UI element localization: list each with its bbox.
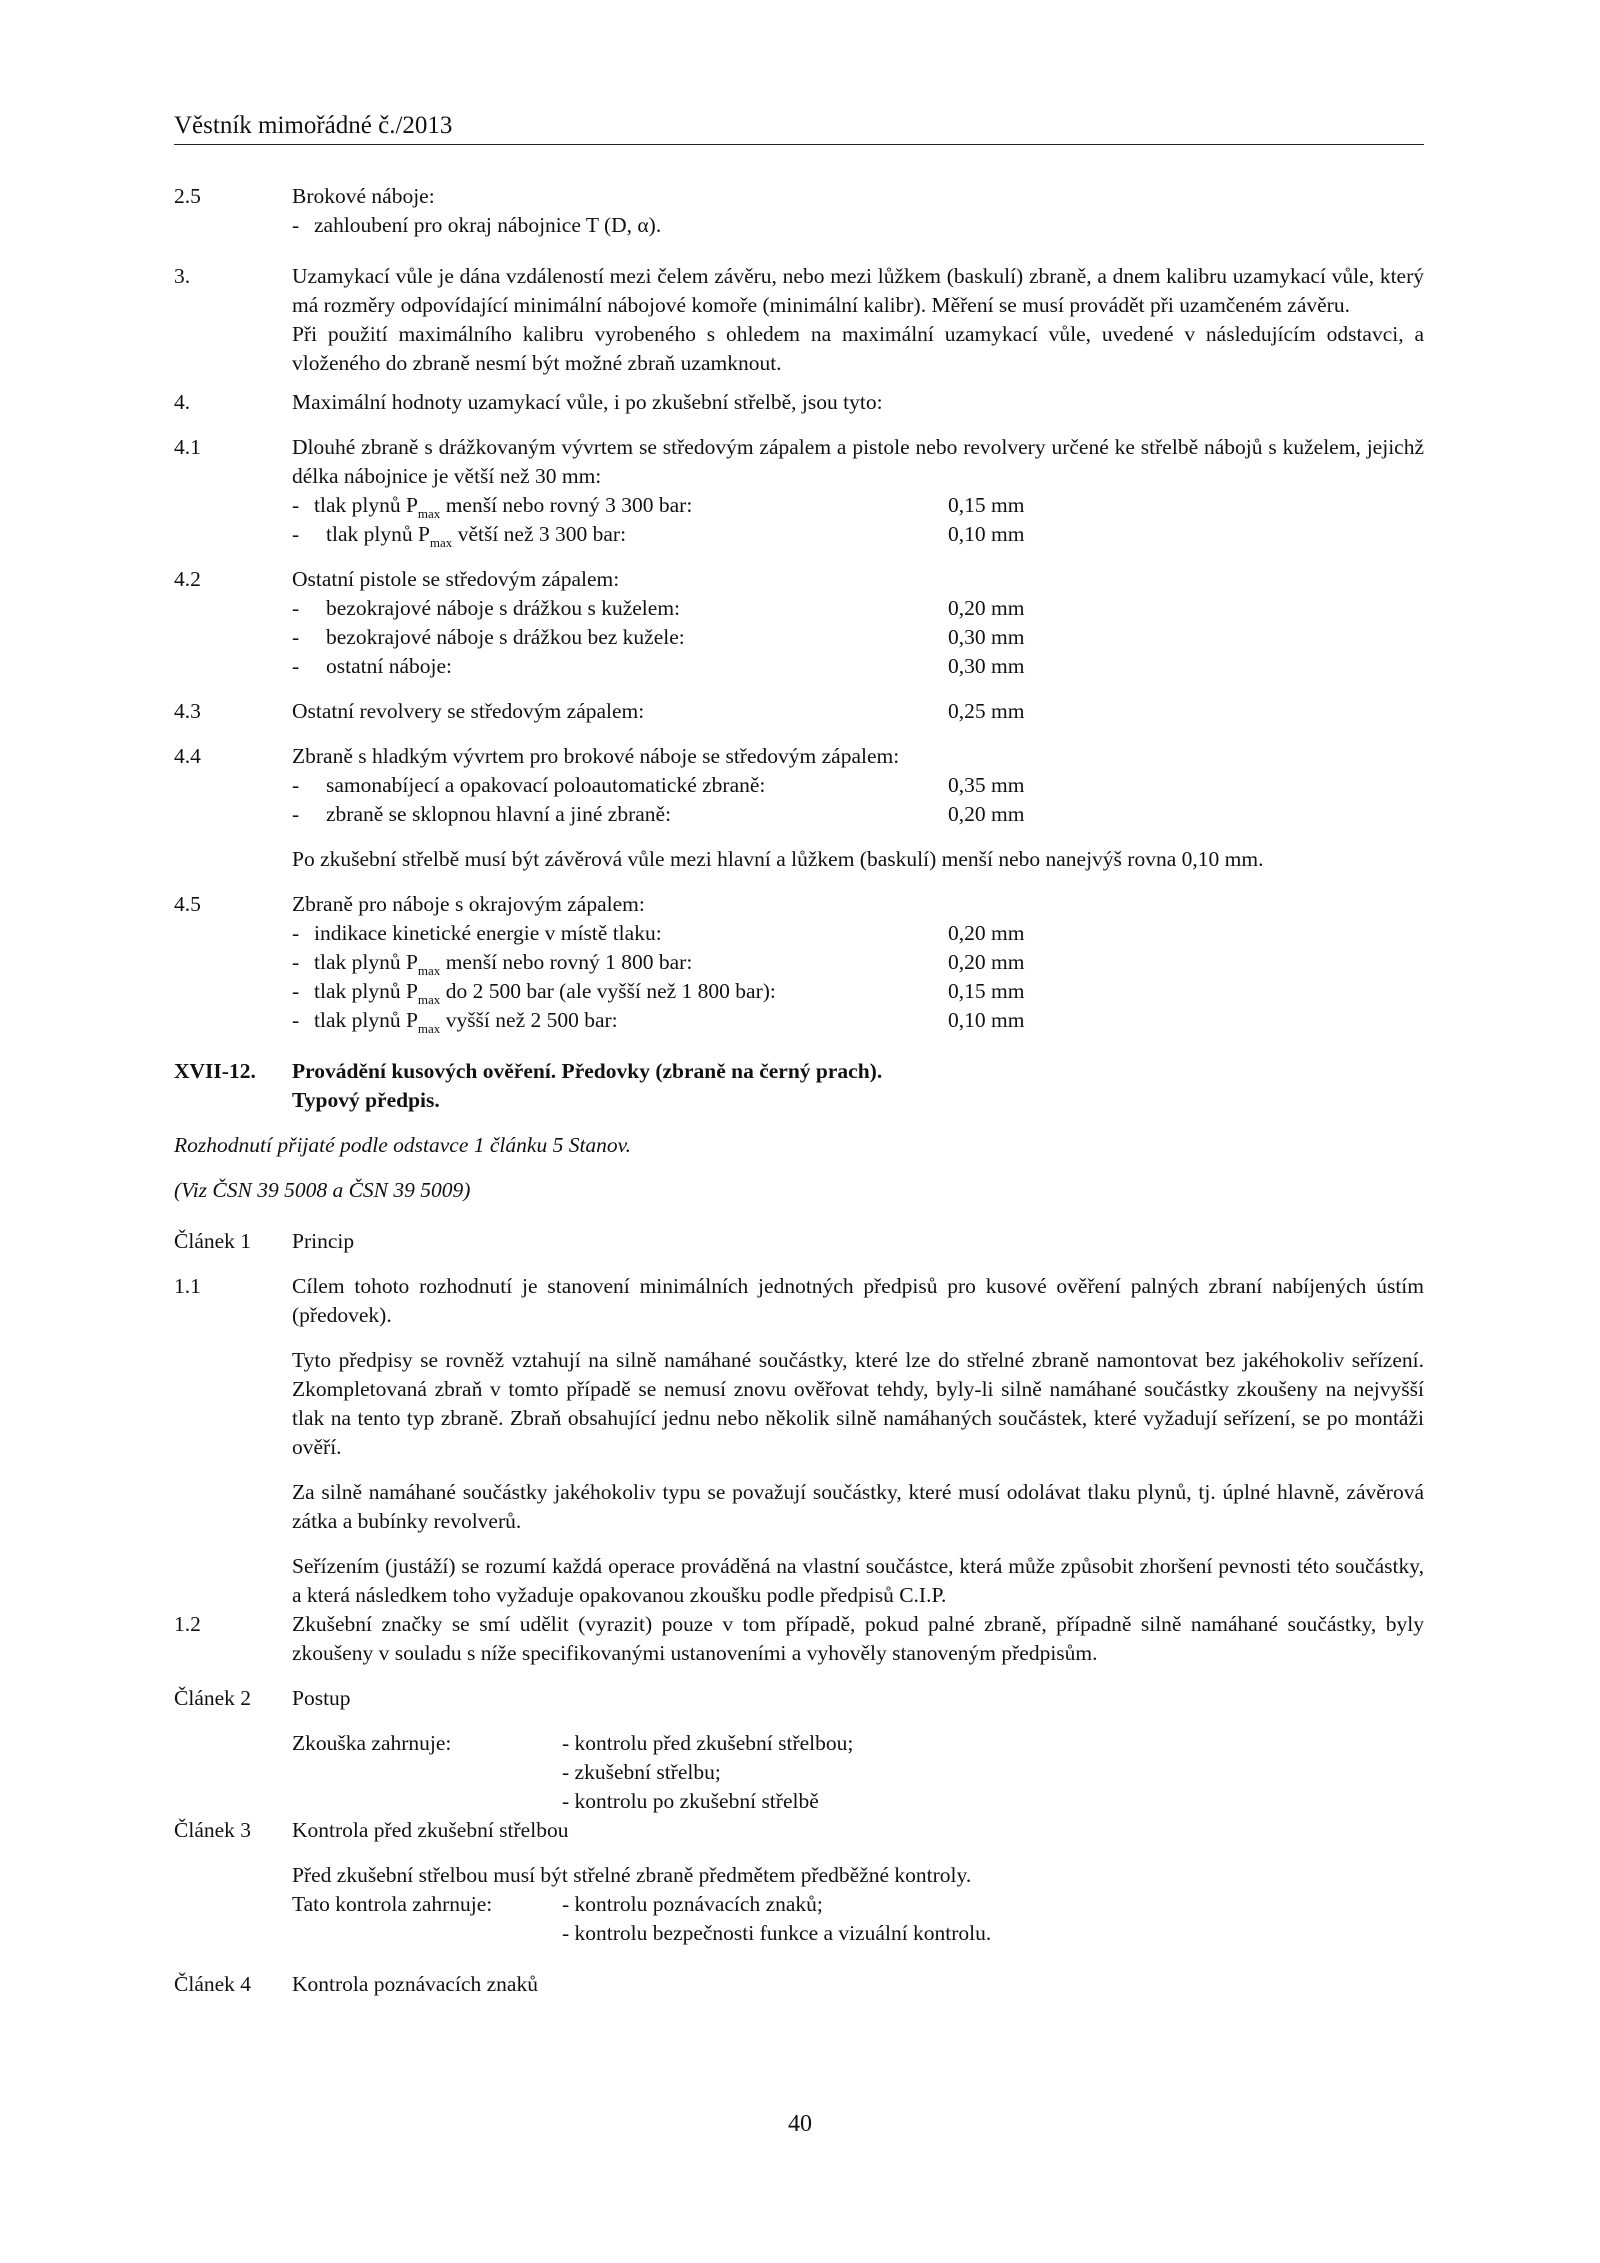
- paragraph: Uzamykací vůle je dána vzdáleností mezi čelem závěru, nebo mezi lůžkem (baskulí) zbraně, a dnem kalibru uzamykací vůle, který má rozměry odpovídající minimální nábojové komoře (minimální kalibr). Měření se musí provádět při uzamčeném závěru.: [292, 264, 1424, 317]
- section-title: Zbraně pro náboje s okrajovým zápalem:: [292, 892, 645, 916]
- value-row: - bezokrajové náboje s drážkou bez kužele: 0,30 mm: [292, 623, 1424, 652]
- section-4-4: [174, 742, 1424, 874]
- article-title: Kontrola před zkušební střelbou: [292, 1818, 569, 1842]
- section-number: 3.: [174, 264, 191, 288]
- section-title: Brokové náboje:: [292, 184, 435, 208]
- chapter-subtitle: Typový předpis.: [292, 1088, 440, 1112]
- section-number: 4.2: [174, 567, 201, 591]
- article-title: Postup: [292, 1686, 351, 1710]
- value-row: - indikace kinetické energie v místě tlaku: 0,20 mm: [292, 919, 1424, 948]
- standard-reference: (Viz ČSN 39 5008 a ČSN 39 5009): [174, 1178, 471, 1202]
- value-row: Ostatní revolvery se středovým zápalem: 0,25 mm: [292, 697, 1424, 726]
- chapter-title: Provádění kusových ověření. Předovky (zbraně na černý prach).: [292, 1059, 883, 1083]
- value: 0,30 mm: [948, 654, 1025, 678]
- list-item: - kontrolu bezpečnosti funkce a vizuální kontrolu.: [562, 1921, 992, 1945]
- chapter-heading: [174, 1057, 1424, 1115]
- paragraph: Za silně namáhané součástky jakéhokoliv typu se považují součástky, které musí odolávat tlaku plynů, tj. úplné hlavně, závěrová zátka a bubínky revolverů.: [292, 1480, 1424, 1533]
- section-4: [174, 388, 1424, 417]
- decision-note: Rozhodnutí přijaté podle odstavce 1 článku 5 Stanov.: [174, 1133, 631, 1157]
- page-content: [174, 182, 1424, 1999]
- page-number: 40: [788, 2111, 812, 2137]
- section-number: 4.3: [174, 699, 201, 723]
- section-4-5: [174, 890, 1424, 1035]
- value: 0,35 mm: [948, 773, 1025, 797]
- value: 0,20 mm: [948, 802, 1025, 826]
- section-4-2: [174, 565, 1424, 681]
- section-number: 4.: [174, 390, 191, 414]
- article-4-heading: [174, 1970, 1424, 1999]
- procedure-label: Tato kontrola zahrnuje:: [292, 1892, 493, 1916]
- section-number: 4.5: [174, 892, 201, 916]
- clause-1-2: [174, 1610, 1424, 1668]
- article-2-heading: [174, 1684, 1424, 1713]
- value-row: - tlak plynů $P_{max}$ do 2 500 bar (ale vyšší než 1 800 bar): 0,15 mm: [292, 979, 1025, 1007]
- value-row: - bezokrajové náboje s drážkou s kuželem: 0,20 mm: [292, 594, 1424, 623]
- value: 0,20 mm: [948, 950, 1025, 974]
- clause-1-1: [174, 1272, 1424, 1610]
- clause-number: 1.2: [174, 1612, 201, 1636]
- article-number: Článek 3: [174, 1818, 252, 1842]
- value: 0,20 mm: [948, 921, 1025, 945]
- article-2-body: [174, 1729, 1424, 1816]
- section-4-1: [174, 433, 1424, 549]
- paragraph: Zkušební značky se smí udělit (vyrazit) pouze v tom případě, pokud palné zbraně, případně silně namáhané součástky, byly zkoušeny v souladu s níže specifikovanými ustanoveními a vyhověly stanoveným předpisům.: [292, 1612, 1424, 1665]
- value-row: - tlak plynů $P_{max}$ menší nebo rovný 3 300 bar: 0,15 mm: [292, 493, 1025, 521]
- article-3-body: [174, 1861, 1424, 1948]
- article-number: Článek 4: [174, 1972, 252, 1996]
- value: 0,20 mm: [948, 596, 1025, 620]
- list-item: - kontrolu před zkušební střelbou;: [562, 1731, 854, 1755]
- section-4-3: [174, 697, 1424, 726]
- note: Po zkušební střelbě musí být závěrová vůle mezi hlavní a lůžkem (baskulí) menší nebo nanejvýš rovna 0,10 mm.: [292, 847, 1264, 871]
- paragraph: Dlouhé zbraně s drážkovaným vývrtem se středovým zápalem a pistole nebo revolvery určené ke střelbě nábojů s kuželem, jejichž délka nábojnice je větší než 30 mm:: [292, 435, 1424, 488]
- section-number: 4.1: [174, 435, 201, 459]
- running-header: Věstník mimořádné č./2013: [174, 110, 1424, 145]
- value-row: - tlak plynů $P_{max}$ menší nebo rovný 1 800 bar: 0,20 mm: [292, 950, 1025, 978]
- value-row: - tlak plynů $P_{max}$ vyšší než 2 500 bar: 0,10 mm: [292, 1008, 1025, 1036]
- article-number: Článek 1: [174, 1229, 252, 1253]
- paragraph: Seřízením (justáží) se rozumí každá operace prováděná na vlastní součástce, která může způsobit zhoršení pevnosti této součástky, a která následkem toho vyžaduje opakovanou zkoušku podle předpisů C.I.P.: [292, 1554, 1424, 1607]
- value-row: - ostatní náboje: 0,30 mm: [292, 652, 1424, 681]
- article-title: Kontrola poznávacích znaků: [292, 1972, 538, 1996]
- value: 0,15 mm: [948, 979, 1025, 1003]
- list-item: - kontrolu po zkušební střelbě: [562, 1789, 819, 1813]
- paragraph: Před zkušební střelbou musí být střelné zbraně předmětem předběžné kontroly.: [292, 1863, 972, 1887]
- list-item: - zkušební střelbu;: [562, 1760, 721, 1784]
- value: 0,10 mm: [948, 522, 1025, 546]
- article-number: Článek 2: [174, 1686, 252, 1710]
- section-number: 4.4: [174, 744, 201, 768]
- value: 0,25 mm: [948, 699, 1025, 723]
- value: 0,30 mm: [948, 625, 1025, 649]
- procedure-row: [292, 1919, 1424, 1948]
- paragraph: Maximální hodnoty uzamykací vůle, i po zkušební střelbě, jsou tyto:: [292, 390, 883, 414]
- section-title: Ostatní pistole se středovým zápalem:: [292, 567, 620, 591]
- value-row: - tlak plynů $P_{max}$ větší než 3 300 bar: 0,10 mm: [292, 522, 1025, 550]
- section-3: [174, 262, 1424, 378]
- list-item: - zahloubení pro okraj nábojnice T (D, α).: [292, 213, 662, 237]
- chapter-number: XVII-12.: [174, 1059, 256, 1083]
- procedure-row: [292, 1729, 1424, 1758]
- paragraph: Při použití maximálního kalibru vyrobeného s ohledem na maximální uzamykací vůle, uvedené v následujícím odstavci, a vloženého do zbraně nesmí být možné zbraň uzamknout.: [292, 322, 1424, 375]
- value-row: - samonabíjecí a opakovací poloautomatické zbraně: 0,35 mm: [292, 771, 1424, 800]
- section-title: Zbraně s hladkým vývrtem pro brokové náboje se středovým zápalem:: [292, 744, 900, 768]
- section-2-5: [174, 182, 1424, 240]
- clause-number: 1.1: [174, 1274, 201, 1298]
- article-title: Princip: [292, 1229, 355, 1253]
- value-row: - zbraně se sklopnou hlavní a jiné zbraně: 0,20 mm: [292, 800, 1424, 829]
- paragraph: Cílem tohoto rozhodnutí je stanovení minimálních jednotných předpisů pro kusové ověření palných zbraní nabíjených ústím (předovek).: [292, 1274, 1424, 1327]
- value: 0,10 mm: [948, 1008, 1025, 1032]
- value: 0,15 mm: [948, 493, 1025, 517]
- article-1-heading: [174, 1227, 1424, 1256]
- section-number: 2.5: [174, 184, 201, 208]
- procedure-row: [292, 1758, 1424, 1787]
- paragraph: Tyto předpisy se rovněž vztahují na silně namáhané součástky, které lze do střelné zbraně namontovat bez jakéhokoliv seřízení. Zkompletovaná zbraň v tomto případě se nemusí znovu ověřovat tehdy, byly-li silně namáhané součástky zkoušeny na nejvyšší tlak na tento typ zbraně. Zbraň obsahující jednu nebo několik silně namáhaných součástek, které vyžadují seřízení, se po montáži ověří.: [292, 1348, 1424, 1459]
- procedure-row: [292, 1890, 1424, 1919]
- procedure-label: Zkouška zahrnuje:: [292, 1731, 452, 1755]
- article-3-heading: [174, 1816, 1424, 1845]
- procedure-row: [292, 1787, 1424, 1816]
- list-item: - kontrolu poznávacích znaků;: [562, 1892, 823, 1916]
